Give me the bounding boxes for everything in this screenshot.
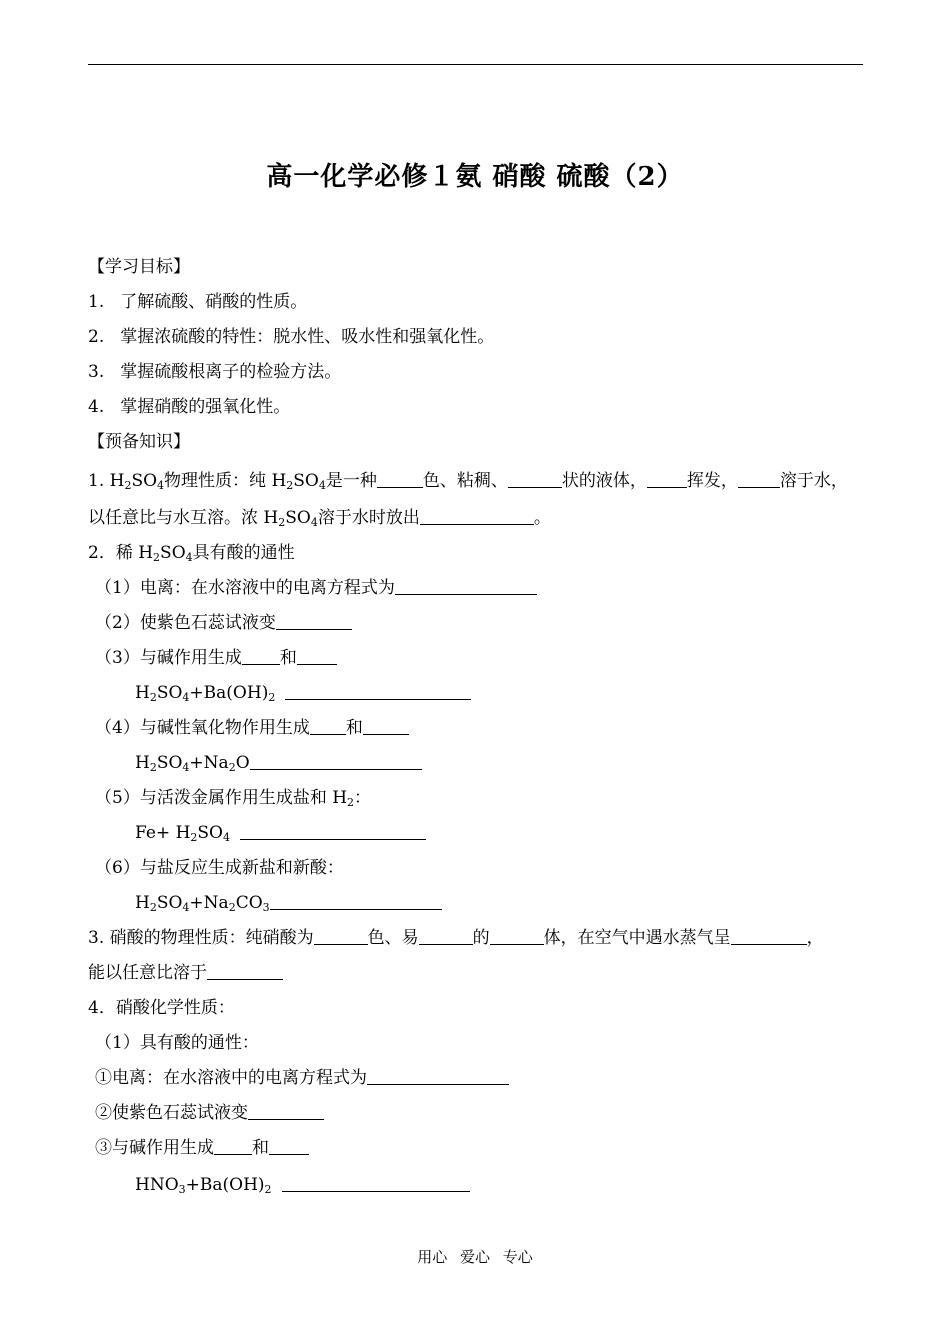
answer-blank[interactable] xyxy=(270,892,442,910)
answer-blank[interactable] xyxy=(248,1102,324,1120)
question-4-sub-1: （1）具有酸的通性： xyxy=(95,1033,259,1053)
prep-header: 【预备知识】 xyxy=(88,432,190,452)
equation-line: $H_2SO_4+Ba(OH)_2$ xyxy=(135,681,471,705)
answer-blank[interactable] xyxy=(419,927,473,945)
equation-line: $HNO_3+Ba(OH)_2$ xyxy=(135,1173,470,1197)
answer-blank[interactable] xyxy=(377,470,423,488)
answer-blank[interactable] xyxy=(282,1174,470,1192)
answer-blank[interactable] xyxy=(363,717,409,735)
answer-blank[interactable] xyxy=(297,647,337,665)
equation-line: $H_2SO_4+Na_2O$ xyxy=(135,751,422,775)
question-2-item-1: （1）电离：在水溶液中的电离方程式为 xyxy=(95,576,537,600)
equation-line: $Fe+ H_2SO_4$ xyxy=(135,821,426,845)
objective-item: 4. 掌握硝酸的强氧化性。 xyxy=(88,397,291,417)
question-4-item-2: ②使紫色石蕊试液变 xyxy=(95,1101,324,1125)
header-rule xyxy=(88,64,863,65)
question-3-line-2: 能以任意比溶于 xyxy=(88,961,283,985)
answer-blank[interactable] xyxy=(367,1067,509,1085)
answer-blank[interactable] xyxy=(508,470,562,488)
answer-blank[interactable] xyxy=(395,577,537,595)
page-title: 高一化学必修１氨 硝酸 硫酸（2） xyxy=(266,162,684,192)
objective-item: 1. 了解硫酸、硝酸的性质。 xyxy=(88,292,308,312)
answer-blank[interactable] xyxy=(242,647,280,665)
question-1-line-2: 以任意比与水互溶。浓 $H_2SO_4$溶于水时放出 。 xyxy=(88,508,551,529)
answer-blank[interactable] xyxy=(276,612,352,630)
answer-blank[interactable] xyxy=(250,752,422,770)
answer-blank[interactable] xyxy=(285,682,471,700)
answer-blank[interactable] xyxy=(314,927,368,945)
objective-item: 2. 掌握浓硫酸的特性：脱水性、吸水性和强氧化性。 xyxy=(88,327,495,347)
question-4-item-3: ③与碱作用生成 和 xyxy=(95,1136,309,1160)
question-2-item-2: （2）使紫色石蕊试液变 xyxy=(95,611,352,635)
answer-blank[interactable] xyxy=(310,717,346,735)
answer-blank[interactable] xyxy=(240,822,426,840)
answer-blank[interactable] xyxy=(214,1137,252,1155)
objectives-header: 【学习目标】 xyxy=(88,257,190,277)
answer-blank[interactable] xyxy=(420,507,534,525)
question-2-item-4: （4）与碱性氧化物作用生成 和 xyxy=(95,716,409,740)
answer-blank[interactable] xyxy=(647,470,687,488)
question-2-header: 2．稀 $H_2SO_4$具有酸的通性 xyxy=(88,543,295,564)
page-footer: 用心 爱心 专心 xyxy=(417,1248,533,1266)
question-2-item-3: （3）与碱作用生成 和 xyxy=(95,646,337,670)
question-3-line-1: 3. 硝酸的物理性质：纯硝酸为 色、易 的 体，在空气中遇水蒸气呈 ， xyxy=(88,928,824,948)
answer-blank[interactable] xyxy=(731,927,807,945)
answer-blank[interactable] xyxy=(207,962,283,980)
objective-item: 3. 掌握硫酸根离子的检验方法。 xyxy=(88,362,342,382)
question-2-item-5: （5）与活泼金属作用生成盐和 $H_2$： xyxy=(95,788,372,809)
equation-line: $H_2SO_4+Na_2CO_3$ xyxy=(135,891,442,915)
question-4-header: 4．硝酸化学性质： xyxy=(88,998,235,1018)
answer-blank[interactable] xyxy=(490,927,544,945)
question-2-item-6: （6）与盐反应生成新盐和新酸： xyxy=(95,858,344,878)
question-1-line-1: 1. $H_2SO_4$物理性质：纯 $H_2SO_4$是一种 色、粘稠、 状的液体， 挥发， 溶于水， xyxy=(88,471,848,492)
answer-blank[interactable] xyxy=(269,1137,309,1155)
answer-blank[interactable] xyxy=(738,470,780,488)
question-4-item-1: ①电离：在水溶液中的电离方程式为 xyxy=(95,1066,509,1090)
